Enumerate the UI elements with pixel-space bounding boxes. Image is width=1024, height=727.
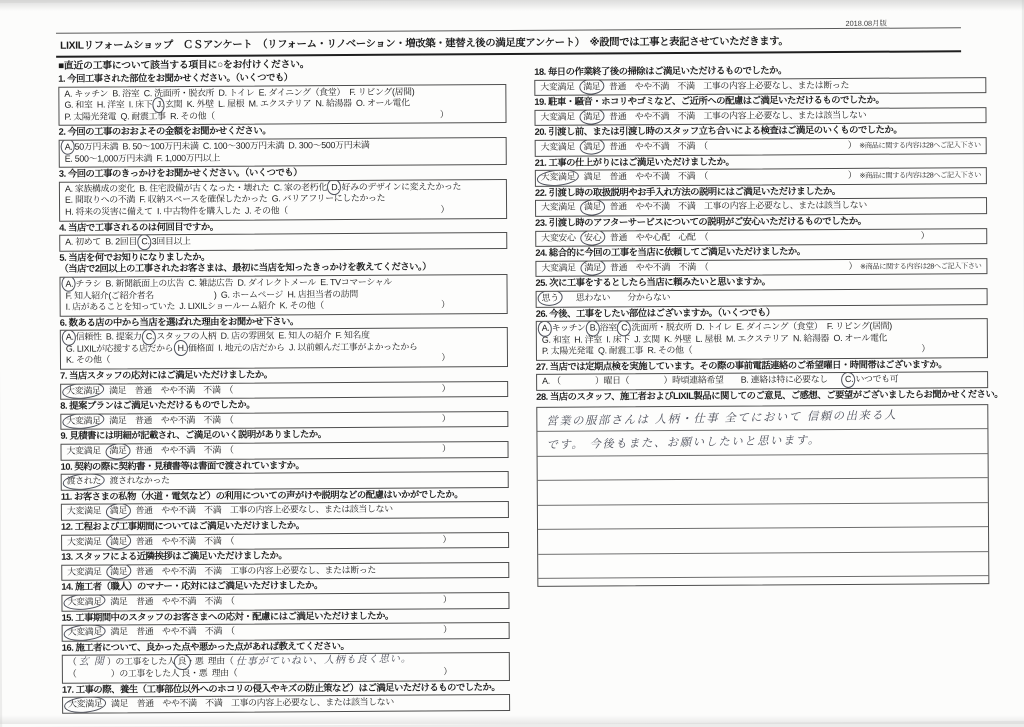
scan-shadow-top	[0, 0, 1024, 11]
comment-line	[538, 454, 988, 481]
option-text: 満足 普通 やや不満 不満 （	[575, 170, 708, 182]
option-text: ）	[847, 170, 857, 181]
option-text: 普通 やや不満 不満 （	[601, 261, 709, 273]
answer-line	[65, 151, 501, 165]
question-title: 15. 工事期間中のスタッフのお客さまへの応対・配慮にはご満足いただけましたか。	[61, 610, 394, 623]
question-title: 4. 当店で工事されるのは何回目ですか。	[59, 221, 219, 233]
answer-box	[535, 258, 987, 277]
question-24	[535, 245, 987, 277]
answer-line	[67, 594, 503, 608]
answer-box	[61, 532, 509, 551]
question-17	[62, 682, 510, 714]
option-text: ）	[443, 666, 452, 677]
question-title: 14. 施工者（職人）のマナー・応対にはご満足いただけましたか。	[61, 580, 323, 593]
answer-line	[67, 564, 503, 578]
option-text: P. 太陽光発電 Q. 耐震工事 R. その他（	[541, 345, 693, 357]
handwritten-text: 営業の服部さんは 人柄・仕事 全てにおいて 信頼の出来る人	[546, 408, 898, 428]
option-text: 大変満足	[66, 445, 110, 456]
handwritten-text: 仕事がていねい、人柄も良く思い。	[235, 653, 412, 669]
option-text: （ ）の工事をした人 良・悪 理由（	[67, 667, 238, 679]
question-22	[535, 185, 987, 217]
question-13	[61, 549, 509, 581]
note-text: ※商品に関する内容は28へご記入下さい	[859, 140, 981, 150]
circled-answer: 満足	[109, 535, 128, 547]
option-text: ）	[441, 383, 451, 394]
question-15	[62, 610, 510, 642]
question-10	[61, 459, 509, 491]
circled-answer: C	[141, 236, 148, 247]
answer-box	[59, 137, 507, 168]
option-text: P. 太陽光発電 Q. 耐震工事 R. その他（	[64, 110, 215, 122]
option-text: . 3回目以上	[147, 236, 191, 247]
answer-line	[542, 290, 982, 304]
option-text: 満足 普通 やや不満 不満 （	[101, 625, 235, 637]
option-text: 渡されなかった	[100, 475, 170, 486]
option-text: 普通 やや不満 不満 工事の内容上必要なし、または該当しない	[600, 109, 867, 122]
answer-box	[58, 84, 506, 127]
circled-answer: 満足	[109, 505, 127, 516]
option-text: ）	[440, 204, 450, 215]
answer-box	[536, 372, 988, 391]
option-text: I. 店があることを知っていた J. LIXILショールーム紹介 K. その他（	[65, 300, 324, 312]
question-title: 10. 契約の際に契約書・見積書等は書面で渡されていますか。	[60, 459, 305, 472]
circled-answer: 大変満足	[66, 415, 101, 426]
spacer	[708, 176, 848, 177]
option-text: 普通 やや不満 不満 （	[127, 535, 235, 546]
circled-answer: A	[65, 278, 72, 289]
circled-answer: A	[64, 141, 71, 152]
answer-box	[535, 197, 987, 216]
comment-line	[538, 478, 988, 505]
question-25	[535, 275, 987, 307]
option-text: 普通 やや不満 不満 工事の内容上必要なし、または断った	[600, 79, 850, 92]
answer-line	[541, 139, 981, 153]
option-text: E. 500～1,000万円未満 F. 1,000万円以上	[64, 152, 221, 164]
question-subtitle: （当店で2回以上の工事されたお客さまは、最初に当店を知ったきっかけを教えてください。）	[59, 261, 432, 275]
question-8	[60, 398, 508, 430]
comment-line	[537, 405, 987, 432]
answer-box	[61, 471, 509, 490]
option-text: 満足 普通 やや不満 不満 （	[101, 595, 235, 607]
comment-line	[538, 503, 988, 530]
question-26	[536, 306, 988, 361]
answer-box	[62, 652, 510, 683]
option-text: . チラシ B. 新聞紙面上の広告 C. 雑誌広告 D. ダイレクトメール E. TVコマーシャル	[71, 276, 392, 289]
question-title: 17. 工事の際、養生（工事部位以外へのホコリの侵入やキズの防止策など）はご満足いただけるものでしたか。	[61, 681, 501, 695]
option-text: A. 初めて B. 2回目	[65, 236, 142, 247]
circled-answer: 思う	[541, 292, 559, 303]
answer-line	[542, 374, 982, 388]
question-23	[535, 215, 987, 247]
handwritten-text: です。 今後もまた、お願いしたいと思います。	[546, 433, 821, 452]
note-text: ※商品に関する内容は28へご記入下さい	[859, 170, 981, 181]
spacer	[215, 115, 440, 116]
option-text: 普通 やや不満 不満 工事の内容上必要なし、または該当しない	[601, 200, 867, 212]
note-text: ※商品に関する内容は28へご記入下さい	[859, 260, 982, 271]
option-text: 思わない 分からない	[558, 291, 671, 303]
question-title: 24. 総合的に今回の工事を当店に依頼してご満足いただけましたか。	[535, 246, 806, 258]
spacer	[708, 266, 848, 267]
option-text: ）の工事をした人	[104, 656, 178, 667]
question-title: 9. 見積書には明細が記載され、ご満足のいく説明がありましたか。	[60, 429, 327, 442]
option-text: . スタッフの人柄 D. 店の雰囲気 E. 知人の紹介 F. 知名度	[151, 330, 370, 342]
circled-answer: A	[541, 322, 548, 333]
spacer	[233, 389, 441, 390]
question-27	[536, 359, 988, 391]
circled-answer: C	[844, 374, 852, 385]
answer-line	[541, 260, 981, 274]
answer-box	[61, 562, 509, 581]
option-text: ）	[439, 109, 449, 120]
answer-box	[535, 228, 987, 247]
option-text: ）	[848, 260, 858, 271]
question-title: 22. 引渡し時の取扱説明やお手入れ方法の説明にはご満足いただけましたか。	[534, 185, 841, 198]
option-text: 満足 普通 やや不満 不満 （	[100, 414, 234, 426]
circled-answer: 満足	[584, 262, 602, 273]
answer-box	[60, 381, 508, 400]
option-text: ）	[441, 413, 451, 424]
question-11	[61, 489, 509, 521]
circled-answer: 大変満足	[68, 698, 103, 709]
option-text: 普通 やや不満 不満 工事の内容上必要なし、または断った	[127, 564, 377, 577]
question-3	[59, 166, 507, 221]
answer-box	[62, 694, 510, 713]
option-text: K. その他（	[65, 354, 111, 366]
circled-answer: 大変満足	[67, 596, 102, 607]
option-text: . いつでも可	[851, 374, 899, 385]
answer-box	[61, 592, 509, 611]
answer-line	[541, 230, 981, 244]
option-text: （	[67, 656, 79, 668]
question-title: 21. 工事の仕上がりにはご満足いただけましたか。	[534, 156, 735, 168]
questions-column-right	[534, 64, 1004, 588]
option-text: ）	[441, 299, 450, 310]
circled-answer: 満足	[109, 445, 127, 456]
answer-box	[536, 288, 988, 307]
question-title: 16. 施工者について、良かった点や悪かった点があれば教えてください。	[61, 640, 350, 653]
question-title: 7. 当店スタッフの応対にはご満足いただけましたか。	[60, 369, 273, 381]
spacer	[288, 210, 441, 211]
answer-line	[67, 503, 503, 517]
answer-box	[59, 179, 507, 222]
answer-box	[535, 167, 987, 186]
answer-box	[534, 77, 986, 96]
question-title: 12. 工程および工事期間についてはご満足いただけましたか。	[60, 520, 305, 532]
option-text: . 信頼性 B. 提案力	[71, 331, 146, 342]
answer-line	[541, 169, 981, 183]
answer-line	[67, 443, 503, 457]
form-instruction: ■直近の工事について該当する項目に○をお付けください。	[58, 59, 310, 72]
option-text: G. 和室 H. 洋室 I. 床下 J. 玄関 K. 外壁 L. 屋根 M. エクステリア N. 給湯器 O. オール電化	[541, 332, 888, 345]
answer-line	[67, 473, 503, 487]
spacer	[234, 540, 442, 541]
scan-shadow-bottom	[0, 715, 1024, 724]
answer-box	[59, 274, 507, 317]
option-text: . 浴室	[595, 322, 622, 333]
answer-box	[60, 411, 508, 430]
spacer	[233, 419, 441, 420]
question-2	[59, 124, 507, 168]
answer-line	[68, 666, 504, 680]
circled-answer: 大変満足	[67, 626, 102, 637]
answer-line	[541, 199, 981, 213]
option-text: 満足 普通 やや不満 不満 （	[100, 384, 234, 396]
question-14	[61, 579, 509, 611]
spacer	[708, 146, 848, 147]
option-text: ・悪 理由（	[186, 656, 236, 667]
option-text: ）	[442, 594, 452, 605]
option-text: . 玄関 K. 外壁 L. 屋根 M. エクステリア N. 給湯器 O. オール電化	[160, 97, 410, 110]
spacer	[237, 672, 443, 673]
edition-label: 2018.08月版	[845, 18, 887, 28]
question-12	[61, 519, 509, 551]
question-16	[62, 640, 510, 684]
answer-box	[60, 441, 508, 460]
question-19	[534, 94, 986, 126]
question-title: 23. 引渡し時のアフターサービスについての説明がご安心いただけるものでしたか。	[535, 215, 867, 228]
option-text: 大変満足	[541, 201, 584, 213]
circled-answer: 満足	[110, 566, 128, 577]
option-text: 大変満足	[541, 262, 585, 273]
option-text: . 好みのデザインに変えたかった	[337, 181, 462, 192]
option-text: 大変満足	[540, 141, 584, 152]
answer-line	[67, 534, 503, 548]
option-text: 大変満足	[66, 505, 110, 517]
answer-box	[534, 107, 986, 126]
question-title: 20. 引渡し前、または引渡し時のスタッフ立ち合いによる検査はご満足のいくものでしたか。	[534, 124, 903, 138]
answer-line	[65, 234, 501, 248]
circled-answer: 満足	[583, 111, 601, 122]
option-text: 大変満足	[540, 111, 584, 122]
option-text: . 洗面所・脱衣所 D. トイレ E. ダイニング（食堂） F. リビング(居間)	[627, 320, 892, 333]
circled-answer: A	[65, 331, 72, 343]
option-text: A. 家族構成の変化 B. 住宅設備が古くなった・壊れた C. 家の老朽化	[64, 181, 332, 194]
option-text: ）	[847, 139, 857, 150]
question-title: 19. 駐車・騒音・ホコリやゴミなど、ご近所への配慮はご満足いただけるものでしたか。	[534, 94, 885, 108]
question-title: 13. スタッフによる近隣挨拶はご満足いただけましたか。	[61, 550, 288, 562]
answer-box	[535, 137, 987, 156]
option-text: A. キッチン B. 浴室 C. 洗面所・脱衣所 D. トイレ E. ダイニング（食堂） F. リビング(居間)	[64, 86, 415, 99]
answer-line	[64, 109, 500, 123]
answer-line	[68, 624, 504, 638]
question-4	[59, 220, 507, 252]
circled-answer: C	[621, 322, 628, 333]
option-text: ）	[441, 352, 451, 363]
spacer	[235, 630, 443, 631]
option-text: . 価格面 I. 地元の店だから J. 以前頼んだ工事がよかったから	[183, 341, 418, 353]
question-title: 25. 次に工事をするとしたら当店に頼みたいと思いますか。	[535, 276, 771, 289]
option-text: . キッチン	[547, 322, 590, 333]
questions-column-left	[58, 71, 510, 714]
answer-line	[68, 696, 504, 710]
question-title: 1. 今回工事された部位をお聞かせください。（いくつでも）	[58, 72, 293, 84]
answer-line	[66, 383, 502, 397]
option-text: 大変安心	[541, 232, 585, 243]
question-18	[534, 64, 986, 96]
spacer	[324, 305, 441, 306]
question-title: 27. 当店では定期点検を実施しています。その際の事前電話連絡のご希望曜日・時間帯はございますか。	[535, 359, 948, 372]
circled-answer: C	[145, 331, 153, 342]
option-text: 大変満足	[540, 81, 584, 92]
circled-answer: 大変満足	[540, 171, 576, 182]
answer-line	[540, 109, 980, 123]
spacer	[692, 350, 921, 351]
circled-answer: 安心	[584, 231, 602, 243]
answer-box	[62, 622, 510, 641]
answer-line	[542, 343, 982, 357]
form-header	[56, 18, 961, 58]
handwritten-text: 玄 関	[78, 656, 105, 669]
answer-line	[65, 204, 501, 218]
question-21	[535, 155, 987, 187]
question-9	[60, 428, 508, 460]
question-title: 5. 当店を何でお知りになりましたか。	[59, 251, 210, 263]
question-28	[536, 389, 1004, 587]
question-7	[60, 368, 508, 400]
circled-answer: 満足	[583, 81, 601, 92]
question-title: 18. 毎日の作業終了後の掃除はご満足いただけるものでしたか。	[534, 65, 787, 77]
circled-answer: 大変満足	[66, 385, 101, 396]
option-text: . 50万円未満 B. 50～100万円未満 C. 100～300万円未満 D. 300～500万円未満	[70, 139, 370, 152]
option-text: 普通 やや不満 不満 工事の内容上必要なし、または該当しない	[126, 504, 393, 516]
option-text: E. 間取りへの不満 F. 収納スペースを確保したかった G. バリアフリーにしたかった	[64, 193, 386, 206]
answer-line	[66, 299, 502, 313]
answer-box	[536, 318, 988, 361]
comment-line	[538, 552, 988, 579]
answer-line	[540, 79, 980, 93]
circled-answer: 渡された	[66, 475, 102, 486]
comment-line	[537, 429, 987, 456]
question-title: 8. 提案プランはご満足いただけるものでしたか。	[60, 399, 256, 412]
question-title: 2. 今回の工事のおおよその金額をお聞かせください。	[58, 125, 272, 138]
comment-box	[536, 404, 989, 587]
question-title: 11. お客さまの私物（水道・電気など）の利用についての声がけや説明などの配慮はいかがでしたか。	[60, 489, 464, 502]
option-text: 普通 やや心配 心配 （	[601, 231, 709, 242]
option-text: 普通 やや不満 不満 （	[126, 444, 234, 456]
option-text: ）	[920, 229, 930, 241]
question-title: 28. 当店のスタッフ、施工者およびLIXIL製品に関してのご意見、ご感想、ご要望がございましたらお聞かせください。	[536, 389, 1004, 402]
spacer	[708, 236, 920, 237]
spacer	[235, 600, 443, 601]
question-20	[535, 124, 987, 156]
option-text: H. 将来の災害に備えて I. 中古物件を購入した J. その他（	[65, 205, 288, 217]
spacer	[234, 449, 442, 450]
circled-answer: D	[331, 181, 338, 192]
comment-line	[538, 527, 988, 554]
answer-box	[60, 327, 508, 370]
question-title: 26. 今後、工事をしたい部位はございますか。（いくつでも）	[535, 306, 775, 319]
option-text: 普通 やや不満 不満 （	[600, 140, 708, 152]
option-text: A. （ ）曜日（ ）時頃連絡希望 B. 連絡は特に必要なし	[542, 374, 846, 387]
option-text: ）	[443, 624, 452, 635]
option-text: 満足 普通 やや不満 不満 工事の内容上必要なし、または該当しない	[102, 696, 394, 709]
question-5	[59, 250, 507, 317]
circled-answer: 満足	[583, 141, 601, 152]
question-1	[58, 71, 506, 126]
spacer	[110, 359, 441, 361]
circled-answer: 満足	[583, 201, 602, 212]
question-title: 6. 数ある店の中から当店を選ばれた理由をお聞かせ下さい。	[59, 315, 299, 328]
option-text: ）	[441, 443, 451, 454]
answer-box	[61, 501, 509, 520]
circled-answer: H	[177, 342, 184, 353]
circled-answer: 良	[177, 656, 187, 667]
option-text: G. 和室 H. 洋室 I. 床下	[64, 99, 157, 110]
option-text: F. 知人紹介(ご紹介者名 ) G. ホームページ H. 店担当者の訪問	[65, 288, 358, 301]
question-6	[60, 315, 508, 370]
form-title: LIXILリフォームショップ ＣＳアンケート （リフォーム・リノベーション・増改築・建替え後の満足度アンケート） ※設問では工事と表記させていただきます。	[60, 36, 789, 52]
answer-line	[66, 413, 502, 427]
option-text: ）	[921, 343, 930, 354]
circled-answer: J	[156, 99, 161, 110]
option-text: ）	[442, 533, 452, 545]
option-text: 大変満足	[67, 566, 111, 577]
circled-answer: B	[589, 322, 596, 333]
option-text: 大変満足	[67, 536, 110, 547]
option-text: G. LIXILが応援する店だから	[65, 342, 178, 354]
answer-box	[59, 232, 507, 251]
question-title: 3. 今回の工事のきっかけをお聞かせください。（いくつでも）	[58, 167, 303, 179]
